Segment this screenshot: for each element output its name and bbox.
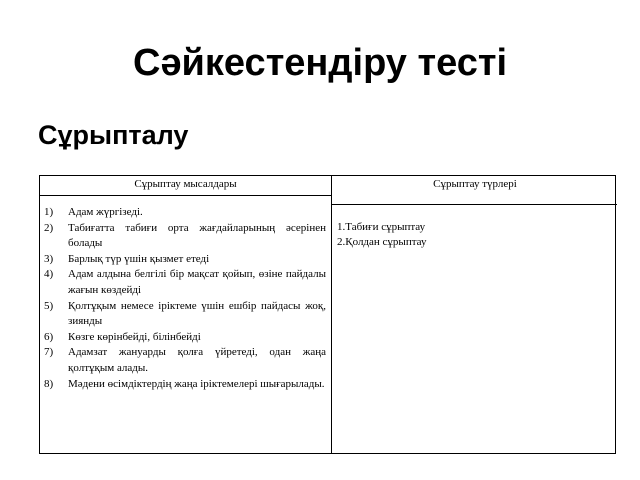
list-item-number: 5) — [44, 299, 54, 312]
list-item — [44, 221, 326, 252]
list-item — [44, 205, 326, 221]
type-item: 2.Қолдан сұрыптау — [337, 236, 427, 248]
list-item-text: Барлық түр үшін қызмет етеді — [68, 252, 210, 265]
right-header-divider — [331, 204, 617, 205]
matching-table — [39, 175, 616, 454]
list-item — [44, 299, 326, 330]
list-item-number: 8) — [44, 377, 54, 390]
examples-list — [44, 205, 326, 392]
left-header-divider — [40, 195, 331, 196]
list-item-text: Табиғатта табиғи орта жағдайларының әсерінен болады — [68, 221, 326, 250]
list-item — [44, 267, 326, 298]
list-item-text: Адам алдына белгілі бір мақсат қойып, өзіне пайдалы жағын көздейді — [68, 268, 326, 296]
list-item-text: Көзге көрінбейді, білінбейді — [68, 330, 201, 343]
list-item-number: 1) — [44, 206, 54, 218]
list-item-text: Адамзат жануарды қолға үйретеді, одан жаңа қолтұқым алады. — [68, 346, 326, 374]
list-item-number: 3) — [44, 252, 54, 265]
list-item — [44, 252, 326, 268]
column-divider — [331, 176, 332, 453]
list-item — [44, 345, 326, 376]
type-item: 1.Табиғи сұрыптау — [337, 221, 426, 233]
list-item — [44, 377, 326, 393]
list-item-number: 7) — [44, 346, 54, 359]
types-column-header: Сұрыптау түрлері — [433, 178, 517, 190]
list-item-text: Қолтұқым немесе іріктеме үшін ешбір пайдасы жоқ, зиянды — [68, 299, 326, 328]
page-title: Сәйкестендіру тесті — [132, 42, 508, 84]
examples-column-header: Сұрыптау мысалдары — [134, 178, 237, 190]
section-subtitle: Сұрыпталу — [38, 120, 189, 150]
list-item-number: 6) — [44, 330, 54, 343]
list-item-number: 2) — [44, 221, 54, 234]
list-item-text: Адам жүргізеді. — [68, 206, 143, 218]
types-list — [337, 220, 426, 250]
list-item-text: Мәдени өсімдіктердің жаңа іріктемелері шығарылады. — [68, 377, 325, 390]
list-item — [44, 330, 326, 346]
list-item-number: 4) — [44, 268, 54, 281]
